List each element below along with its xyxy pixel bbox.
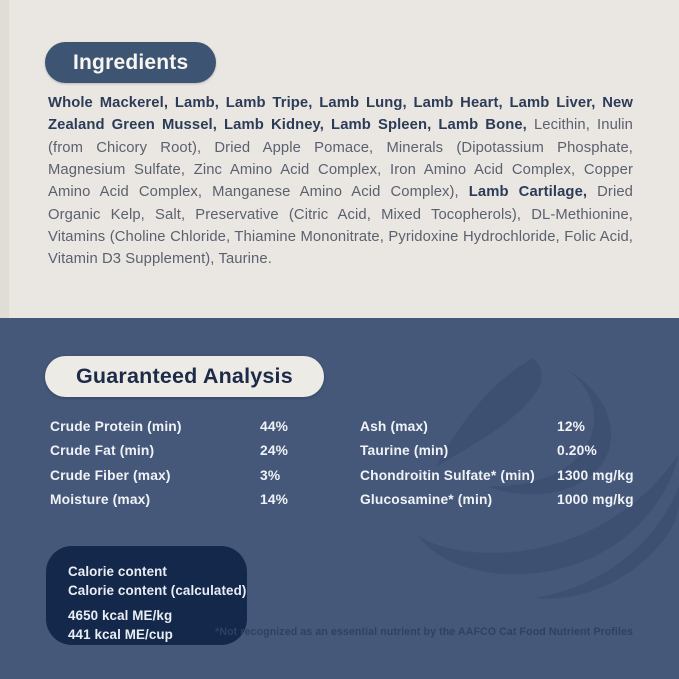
analysis-row-label: Crude Protein (min) (50, 419, 182, 434)
ingredients-section (0, 0, 679, 318)
analysis-row-value: 24% (260, 443, 289, 459)
ingredient-segment: Lecithin, Inulin (from Chicory Root), Dried Apple Pomace, Minerals (Dipotassium Phosphate, Magnesium Sulfate, Zinc Amino Acid Complex, Iron Amino Acid Complex, Copper Amino Acid Complex, Manganese Amino Acid Complex), (48, 117, 633, 201)
analysis-row-label: Crude Fiber (max) (50, 467, 171, 483)
analysis-row-label: Chondroitin Sulfate* (min) (360, 467, 535, 483)
ingredient-bold-segment: Lamb Cartilage, (468, 184, 598, 201)
analysis-row-value: 0.20% (557, 443, 597, 459)
guaranteed-analysis-section (0, 318, 679, 679)
ingredient-bold-segment: Whole Mackerel, Lamb, Lamb Tripe, Lamb Lung, Lamb Heart, Lamb Liver, New Zealand Green Mussel, Lamb Kidney, Lamb Spleen, Lamb Bone, (48, 95, 633, 134)
analysis-row-value: 44% (260, 419, 289, 434)
analysis-row-label: Glucosamine* (min) (360, 492, 493, 508)
analysis-row-value: 1300 mg/kg (557, 467, 634, 483)
calorie-title-line: Calorie content (calculated) (68, 582, 247, 598)
calorie-value-line: 4650 kcal ME/kg (68, 608, 173, 624)
ingredients-badge-label: Ingredients (73, 50, 189, 74)
aafco-footnote: *Not recognized as an essential nutrient by the AAFCO Cat Food Nutrient Profiles (215, 626, 633, 638)
ingredients-badge (45, 42, 216, 83)
analysis-row-value: 3% (260, 467, 281, 483)
analysis-row-label: Ash (max) (360, 419, 429, 434)
ingredients-text (48, 92, 633, 271)
analysis-row-label: Crude Fat (min) (50, 443, 155, 459)
analysis-table (50, 415, 679, 513)
guaranteed-analysis-badge-label: Guaranteed Analysis (76, 364, 293, 388)
analysis-row-label: Taurine (min) (360, 443, 449, 459)
ingredient-segment: Dried Organic Kelp, Salt, Preservative (Citric Acid, Mixed Tocopherols), DL-Methionine, Vitamins (Choline Chloride, Thiamine Mononitrate, Pyridoxine Hydrochloride, Folic Acid, Vitamin D3 Supplement), Taurine. (48, 184, 633, 268)
calorie-value-line: 441 kcal ME/cup (68, 626, 173, 642)
analysis-row-label: Moisture (max) (50, 492, 151, 508)
analysis-row-value: 14% (260, 492, 289, 508)
calorie-title-lines (68, 563, 247, 600)
guaranteed-analysis-badge (45, 356, 324, 397)
analysis-row-value: 12% (557, 419, 586, 434)
calorie-title-line: Calorie content (68, 564, 167, 579)
analysis-row-value: 1000 mg/kg (557, 492, 634, 508)
